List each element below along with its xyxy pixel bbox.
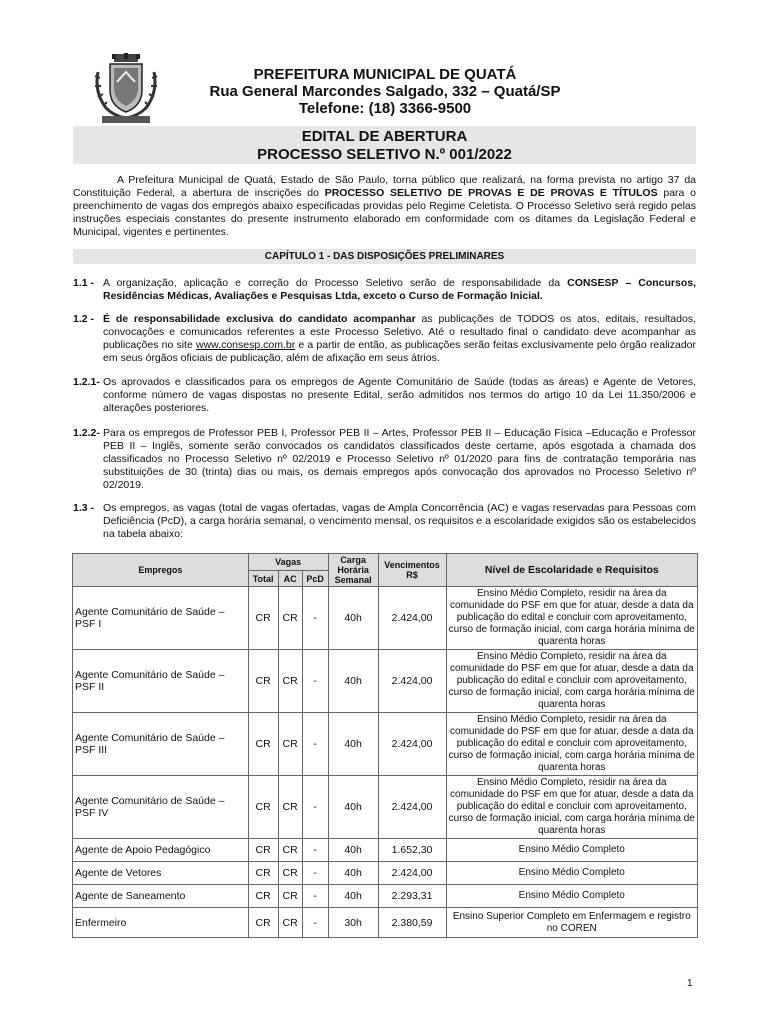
table-row (73, 908, 698, 938)
intro-bold-text: PROCESSO SELETIVO DE PROVAS E DE PROVAS E TÍTULOS (324, 187, 658, 199)
clause-number: 1.2.2- (73, 427, 100, 439)
cell-requisitos: Ensino Médio Completo (446, 885, 697, 908)
table-row (73, 776, 698, 839)
cell-pcd: - (302, 862, 328, 885)
clause-number: 1.1 - (73, 277, 95, 289)
header-empregos: Empregos (73, 554, 249, 587)
cell-emprego: Agente de Vetores (73, 862, 249, 885)
title-line-1: EDITAL DE ABERTURA (301, 128, 468, 145)
cell-total: CR (248, 885, 278, 908)
consesp-website-link[interactable]: www.consesp.com.br (196, 339, 296, 351)
cell-total: CR (248, 587, 278, 650)
letterhead (180, 66, 590, 117)
cell-requisitos: Ensino Superior Completo em Enfermagem e registro no COREN (446, 908, 697, 938)
cell-emprego: Agente de Saneamento (73, 885, 249, 908)
cell-vencimento: 2.293,31 (378, 885, 446, 908)
clause-text: Os empregos, as vagas (total de vagas ofertadas, vagas de Ampla Concorrência (AC) e vagas reservadas para Pessoas com Deficiência (PcD), a carga horária semanal, o vencimento mensal, os requisitos e a escolaridade exigidos são os estabelecidos na tabela abaixo: (103, 502, 696, 540)
clause-number: 1.2.1- (73, 376, 100, 388)
table-body (73, 587, 698, 938)
table-row (73, 862, 698, 885)
cell-pcd: - (302, 776, 328, 839)
cell-emprego: Agente Comunitário de Saúde – PSF I (73, 587, 249, 650)
cell-total: CR (248, 862, 278, 885)
cell-vencimento: 2.424,00 (378, 713, 446, 776)
cell-vencimento: 1.652,30 (378, 839, 446, 862)
table-row (73, 885, 698, 908)
intro-paragraph (73, 174, 696, 239)
header-total: Total (248, 571, 278, 587)
table-row (73, 713, 698, 776)
cell-emprego: Agente de Apoio Pedagógico (73, 839, 249, 862)
clause-number: 1.3 - (73, 502, 95, 514)
clause-bold-text: CONSESP – Concursos, Residências Médicas, Avaliações e Pesquisas Ltda, exceto o Curso de Formação Inicial. (103, 277, 696, 302)
cell-ac: CR (278, 713, 302, 776)
table-row (73, 587, 698, 650)
cell-total: CR (248, 839, 278, 862)
cell-ac: CR (278, 908, 302, 938)
clause-text: A organização, aplicação e correção do Processo Seletivo serão de responsabilidade da (103, 277, 568, 289)
municipal-coat-of-arms-icon (92, 52, 160, 124)
header-nivel-escolaridade: Nível de Escolaridade e Requisitos (446, 554, 697, 587)
cell-carga: 40h (328, 839, 378, 862)
document-title (73, 126, 696, 164)
clause-text: e a partir de então, as publicações serão feitas exclusivamente pelo órgão realizador em seus órgãos oficiais de publicação, além de afixação em seus átrios. (103, 339, 696, 364)
header-vencimentos: Vencimentos R$ (378, 554, 446, 587)
cell-pcd: - (302, 713, 328, 776)
cell-emprego: Agente Comunitário de Saúde – PSF III (73, 713, 249, 776)
header-carga-horaria: Carga Horária Semanal (328, 554, 378, 587)
cell-carga: 40h (328, 650, 378, 713)
cell-requisitos: Ensino Médio Completo (446, 839, 697, 862)
header-ac: AC (278, 571, 302, 587)
cell-pcd: - (302, 839, 328, 862)
cell-ac: CR (278, 776, 302, 839)
cell-emprego: Agente Comunitário de Saúde – PSF IV (73, 776, 249, 839)
intro-text-1: A Prefeitura Municipal de Quatá, Estado de São Paulo, torna público que realizará, na forma prevista no artigo 37 da Constituição Federal, a abertura de inscrições do (73, 174, 696, 199)
municipality-address: Rua General Marcondes Salgado, 332 – Quatá/SP (209, 83, 561, 100)
cell-vencimento: 2.424,00 (378, 650, 446, 713)
cell-pcd: - (302, 650, 328, 713)
cell-ac: CR (278, 587, 302, 650)
cell-carga: 40h (328, 885, 378, 908)
clause-1-3 (73, 502, 696, 541)
cell-emprego: Enfermeiro (73, 908, 249, 938)
clause-1-1 (73, 277, 696, 303)
cell-vencimento: 2.380,59 (378, 908, 446, 938)
clause-bold-text: É de responsabilidade exclusiva do candidato acompanhar (103, 313, 416, 325)
intro-text-2: para o preenchimento de vagas dos empregos abaixo especificadas providas pelo Regime Celetista. O Processo Seletivo será regido pelas instruções especiais constantes do presente instrumento elaborado em conformidade com os ditames da Legislação Federal e Municipal, vigentes e pertinentes. (73, 187, 696, 238)
cell-ac: CR (278, 839, 302, 862)
cell-vencimento: 2.424,00 (378, 862, 446, 885)
title-line-2: PROCESSO SELETIVO N.º 001/2022 (257, 146, 512, 163)
header-vagas: Vagas (248, 554, 328, 571)
cell-ac: CR (278, 862, 302, 885)
cell-carga: 40h (328, 862, 378, 885)
clause-text: as publicações de TODOS os atos, editais, resultados, convocações e comunicados referentes a este Processo Seletivo. Até o resultado final o candidato deve acompanhar as publicações no site (103, 313, 696, 351)
cell-pcd: - (302, 885, 328, 908)
clause-1-2 (73, 313, 696, 365)
cell-total: CR (248, 776, 278, 839)
cell-pcd: - (302, 908, 328, 938)
cell-carga: 40h (328, 776, 378, 839)
cell-requisitos: Ensino Médio Completo, residir na área da comunidade do PSF em que for atuar, desde a data da publicação do edital e concluir com aproveitamento, curso de formação inicial, com carga horária mínima de quarenta horas (446, 587, 697, 650)
municipality-name: PREFEITURA MUNICIPAL DE QUATÁ (253, 66, 517, 83)
cell-total: CR (248, 713, 278, 776)
table-row (73, 650, 698, 713)
clause-1-2-2 (73, 427, 696, 492)
municipality-phone: Telefone: (18) 3366-9500 (298, 100, 472, 117)
vacancies-table (72, 553, 698, 938)
table-row (73, 839, 698, 862)
clause-1-2-1 (73, 376, 696, 415)
cell-total: CR (248, 650, 278, 713)
cell-requisitos: Ensino Médio Completo (446, 862, 697, 885)
cell-ac: CR (278, 650, 302, 713)
cell-requisitos: Ensino Médio Completo, residir na área da comunidade do PSF em que for atuar, desde a data da publicação do edital e concluir com aproveitamento, curso de formação inicial, com carga horária mínima de quarenta horas (446, 650, 697, 713)
cell-ac: CR (278, 885, 302, 908)
clause-text: Para os empregos de Professor PEB I, Professor PEB II – Artes, Professor PEB II – Educação Física –Educação e Professor PEB II – Inglês, somente serão convocados os candidatos classificados deste certame, após esgotada a chamada dos classificados no Processo Seletivo nº 02/2019 e Processo Seletivo nº 01/2020 para fins de contratação temporária nas substituições de 30 (trinta) dias ou mais, os demais empregos após convocação dos aprovados no Processo Seletivo nº 02/2019. (103, 427, 696, 491)
header-pcd: PcD (302, 571, 328, 587)
cell-requisitos: Ensino Médio Completo, residir na área da comunidade do PSF em que for atuar, desde a data da publicação do edital e concluir com aproveitamento, curso de formação inicial, com carga horária mínima de quarenta horas (446, 776, 697, 839)
cell-vencimento: 2.424,00 (378, 776, 446, 839)
cell-pcd: - (302, 587, 328, 650)
cell-requisitos: Ensino Médio Completo, residir na área da comunidade do PSF em que for atuar, desde a data da publicação do edital e concluir com aproveitamento, curso de formação inicial, com carga horária mínima de quarenta horas (446, 713, 697, 776)
cell-emprego: Agente Comunitário de Saúde – PSF II (73, 650, 249, 713)
page-number: 1 (687, 978, 693, 989)
cell-carga: 40h (328, 713, 378, 776)
clause-text: Os aprovados e classificados para os empregos de Agente Comunitário de Saúde (todas as áreas) e Agente de Vetores, conforme número de vagas dispostas no presente Edital, serão admitidos nos termos do artigo 10 da Lei 11.350/2006 e alterações posteriores. (103, 376, 696, 414)
clause-number: 1.2 - (73, 313, 95, 325)
chapter-heading: CAPÍTULO 1 - DAS DISPOSIÇÕES PRELIMINARES (73, 249, 696, 264)
cell-carga: 40h (328, 587, 378, 650)
cell-vencimento: 2.424,00 (378, 587, 446, 650)
cell-carga: 30h (328, 908, 378, 938)
cell-total: CR (248, 908, 278, 938)
